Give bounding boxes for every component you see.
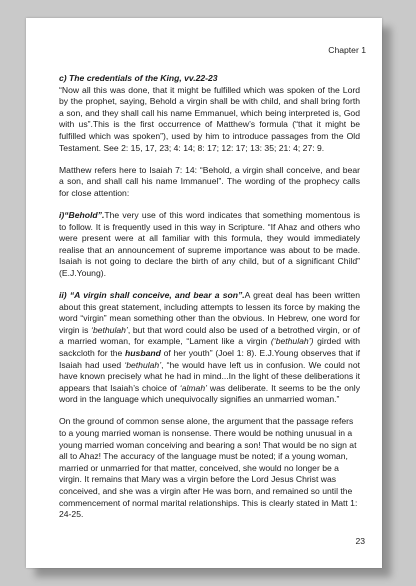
body-text — [59, 73, 360, 531]
paragraph-1-text: “Now all this was done, that it might be fulfilled which was spoken of the Lord by the prophet, saying, Behold a virgin shall be with child, and shall bring forth a son, and they shall call his name Emmanuel, which being interpreted is, God with us”.This is the first occurrence of Matthew’s formula (“that it might be fulfilled which was spoken”), used by him to introduce passages from the Old Testament. See 2: 15, 17, 23; 4: 14; 8: 17; 12: 17; 13: 35; 21: 4; 27: 9. — [59, 84, 360, 153]
paragraph-4-text-3: girded with sackcloth for the — [59, 336, 361, 358]
paragraph-5: On the ground of common sense alone, the argument that the passage refers to a young married woman is nonsense. There would be nothing unusual in a young married woman conceiving and bearing a son! That would be no sign at all to Ahaz! The accuracy of the language must be noted; if a young woman, married or unmarried for that matter, conceived, she would no longer be a virgin. It remains that Mary was a virgin before the Lord Jesus Christ was conceived, and she was a virgin after He was born, and remained so until the commencement of normal marital relationships. This is clearly stated in Matt 1: 24-25. — [59, 416, 358, 520]
behold-heading: i)“Behold”. — [59, 209, 105, 220]
section-heading: c) The credentials of the King, vv.22-23 — [59, 73, 218, 83]
book-page — [26, 18, 382, 568]
paragraph-3-text: The very use of this word indicates that something momentous is to follow. It is frequently used in this way in Scripture. “If Ahaz and others who were present were at all familiar with this formula, they would immediately realise that an announcement of supreme importance was about to be made. Isaiah is not going to declare the birth of any child, but of a significant Child” (E.J.Young). — [59, 209, 360, 278]
paragraph-4-text-4: of her youth” (Joel 1: 8). E.J.Young observes that if Isaiah had used — [59, 347, 360, 370]
paragraph-4-text-1: A great deal has been written about this great statement, including attempts to lessen its force by making the word “virgin” mean something other than the obvious. In Hebrew, one word for virgin is — [59, 290, 360, 335]
paragraph-2: Matthew refers here to Isaiah 7: 14: “Behold, a virgin shall conceive, and bear a son, and shall call his name Immanuel”. The wording of the prophecy calls for close attention: — [59, 164, 360, 198]
paragraph-credentials — [59, 73, 360, 154]
paragraph-4 — [59, 290, 360, 406]
word-almah: ‘almah’ — [179, 382, 208, 393]
virgin-heading: ii) “A virgin shall conceive, and bear a son”. — [59, 290, 245, 300]
chapter-label: Chapter 1 — [328, 45, 366, 55]
page-number: 23 — [355, 536, 365, 546]
word-bethulah-1: ‘bethulah’ — [91, 324, 128, 335]
word-husband: husband — [125, 347, 161, 358]
word-bethulah-2: (‘bethulah’) — [270, 336, 314, 347]
word-bethulah-3: ‘bethulah’ — [124, 359, 162, 370]
paragraph-3 — [59, 210, 360, 280]
paragraph-4-text-6: was deliberate. It seems to be the only word in the language which unequivocally signifies an unmarried woman.” — [59, 382, 360, 405]
paragraph-4-text-2: , but that word could also be used of a betrothed virgin, or of a married woman, for example, “Lament like a virgin — [59, 324, 360, 347]
paragraph-4-text-5: , “he would have left us in confusion. We could not have known precisely what he had in mind...In the light of these deliberations it appears that Isaiah’s choice of — [59, 359, 360, 393]
